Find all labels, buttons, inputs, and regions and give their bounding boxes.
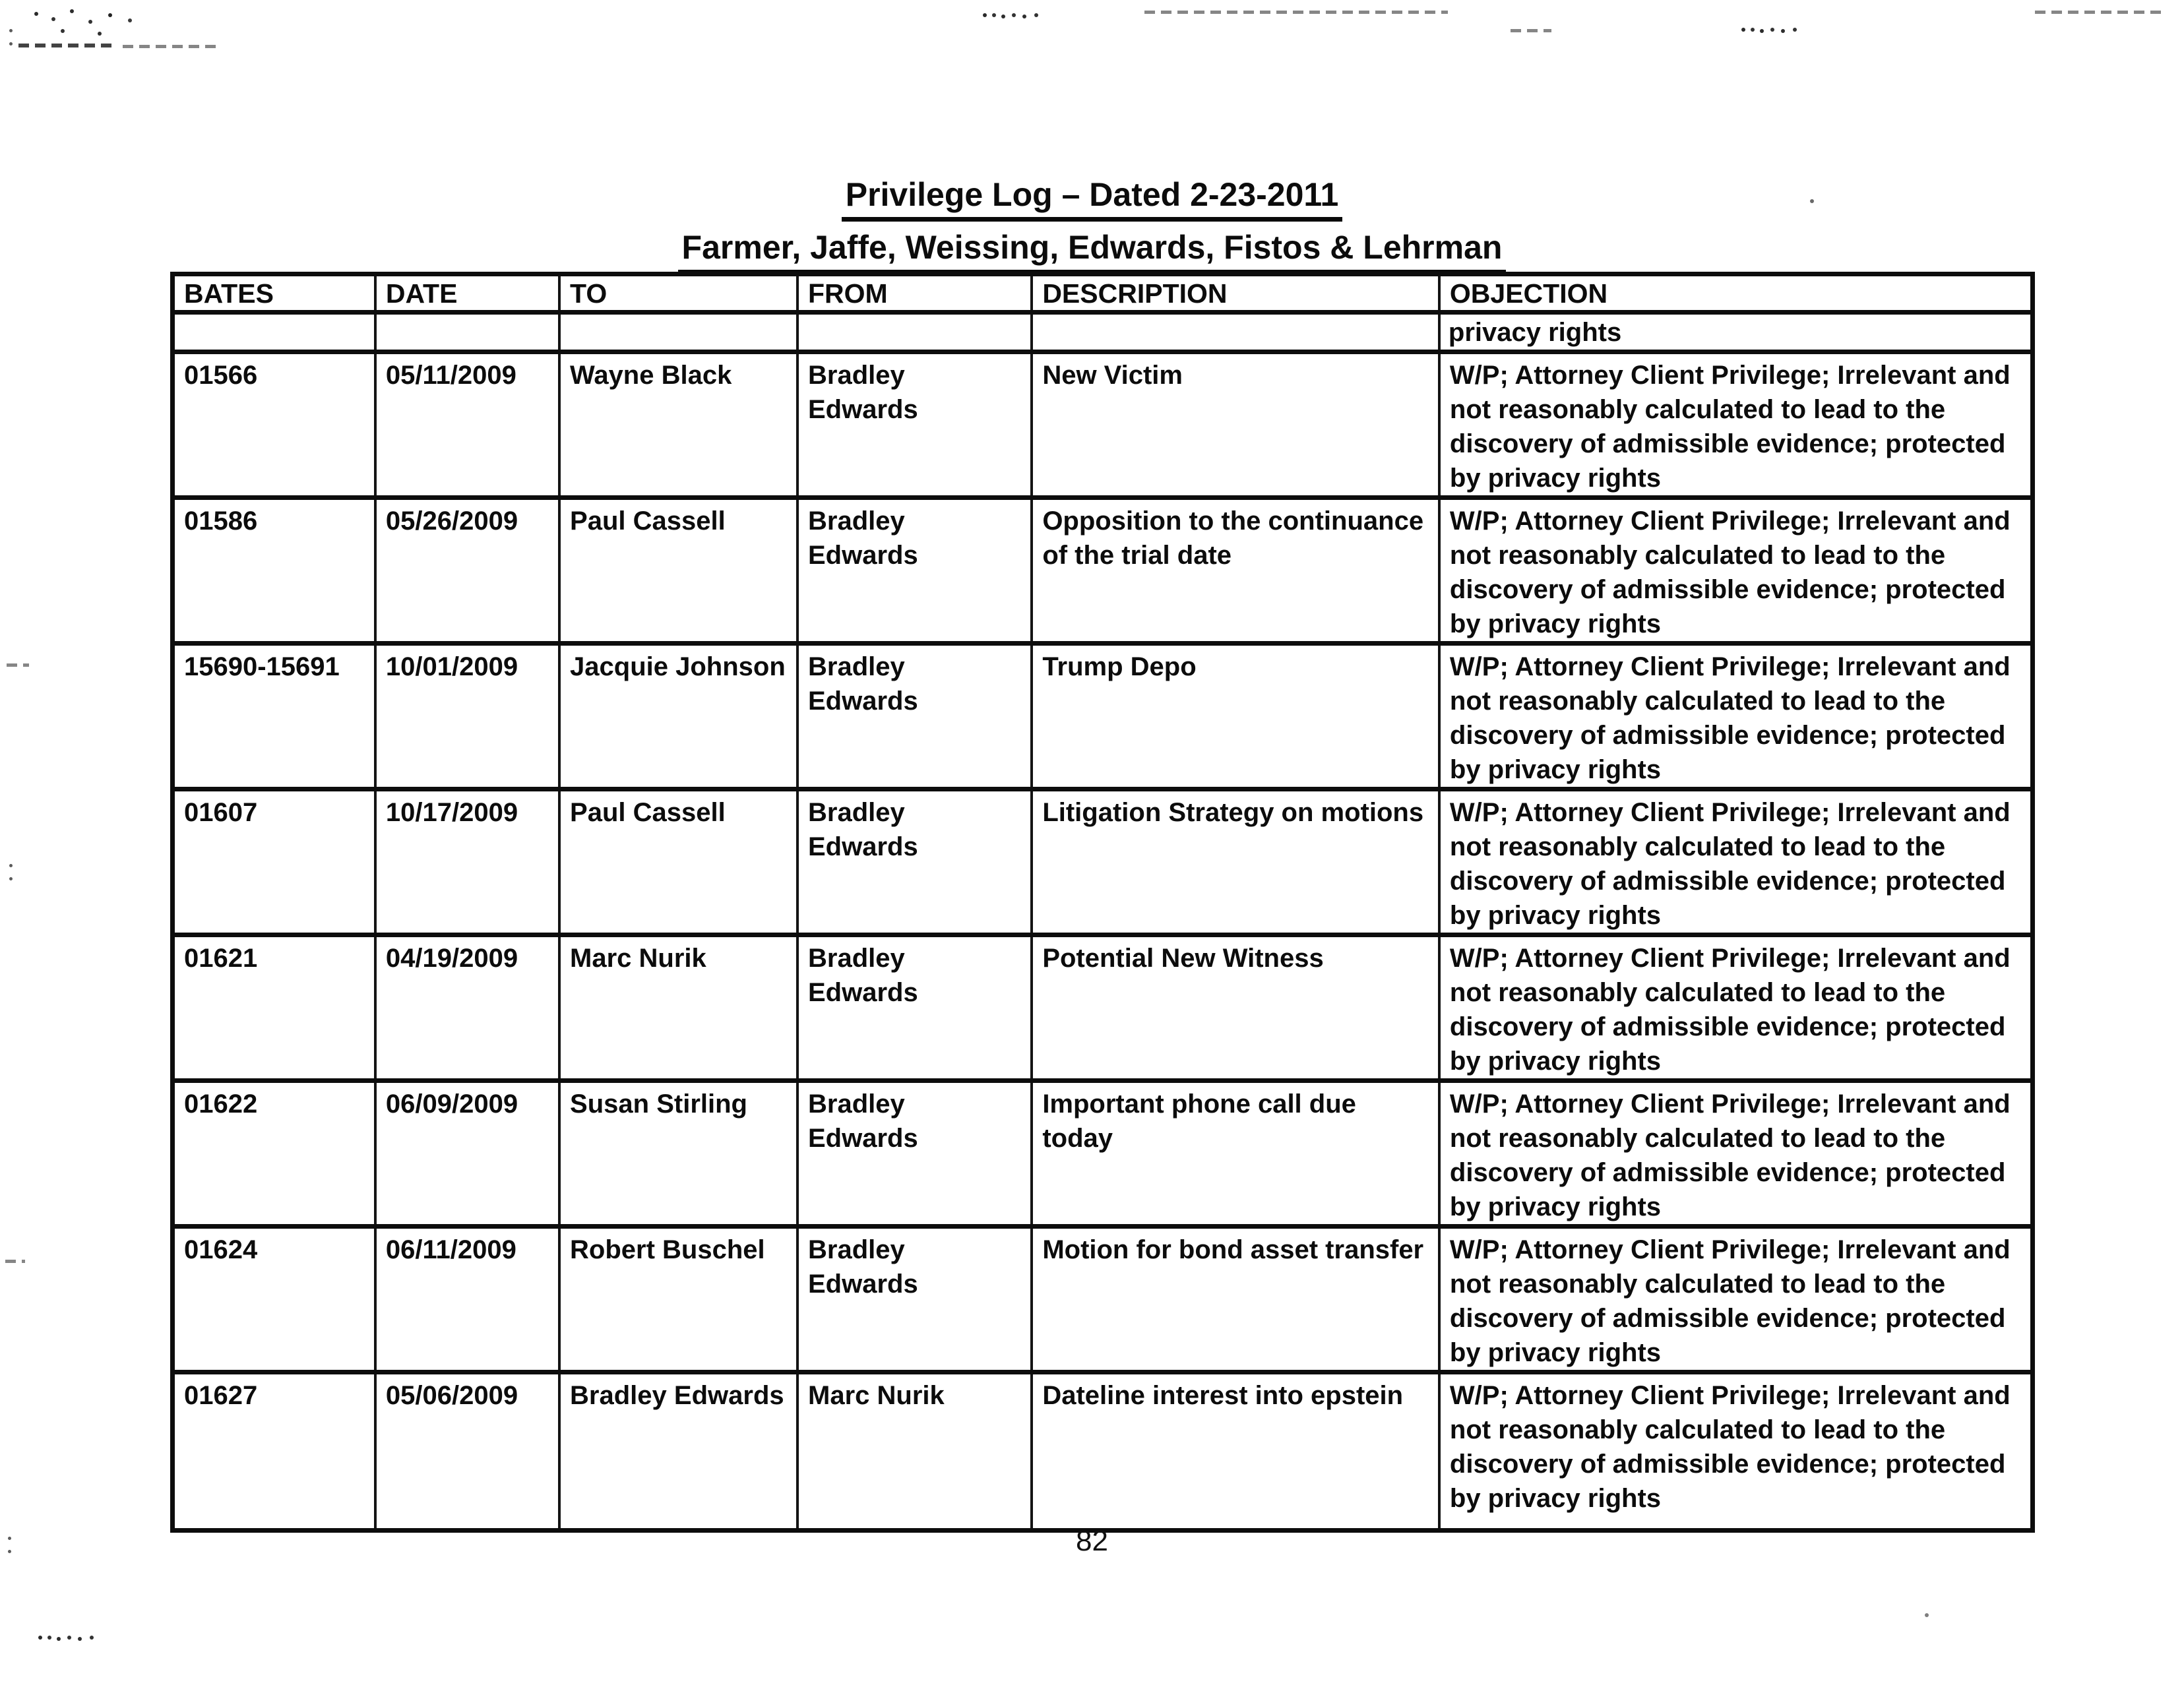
from-cell: Bradley Edwards (797, 1081, 1032, 1227)
from-cell: Bradley Edwards (797, 644, 1032, 789)
from-cell: Bradley Edwards (797, 935, 1032, 1081)
empty-cell (797, 313, 1032, 352)
from-cell: Bradley Edwards (797, 1227, 1032, 1372)
col-header-description (1032, 274, 1439, 313)
col-header-bates-label: BATES (184, 278, 274, 313)
scan-artifact (123, 45, 222, 48)
objection-cell: W/P; Attorney Client Privilege; Irrelevant and not reasonably calculated to lead to the discovery of admissible evidence; protected by privacy rights (1439, 789, 2033, 935)
table-row-carryover (173, 313, 2033, 352)
scan-artifact (1741, 28, 1745, 32)
document-subtitle: Farmer, Jaffe, Weissing, Edwards, Fistos & Lehrman (678, 229, 1507, 274)
bates-cell: 01607 (173, 789, 375, 935)
description-cell: Motion for bond asset transfer (1032, 1227, 1439, 1372)
scan-artifact (38, 1636, 42, 1640)
col-header-objection-label: OBJECTION (1450, 278, 1607, 313)
to-cell: Susan Stirling (559, 1081, 797, 1227)
table-row (173, 352, 2033, 498)
table-header-row (173, 274, 2033, 313)
objection-cell: W/P; Attorney Client Privilege; Irrelevant and not reasonably calculated to lead to the discovery of admissible evidence; protected by privacy rights (1439, 644, 2033, 789)
to-cell: Wayne Black (559, 352, 797, 498)
scan-artifact (18, 44, 112, 47)
col-header-description-label: DESCRIPTION (1042, 278, 1227, 313)
document-subtitle-line (0, 230, 2184, 265)
objection-cell: W/P; Attorney Client Privilege; Irrelevant and not reasonably calculated to lead to the discovery of admissible evidence; protected by privacy rights (1439, 498, 2033, 644)
scan-artifact (7, 663, 29, 667)
col-header-from-label: FROM (808, 278, 888, 313)
description-cell: Litigation Strategy on motions (1032, 789, 1439, 935)
date-cell: 05/06/2009 (375, 1372, 559, 1531)
table-row (173, 1081, 2033, 1227)
table-row (173, 644, 2033, 789)
to-cell: Marc Nurik (559, 935, 797, 1081)
description-cell: Potential New Witness (1032, 935, 1439, 1081)
col-header-bates (173, 274, 375, 313)
from-cell: Bradley Edwards (797, 789, 1032, 935)
to-cell: Jacquie Johnson (559, 644, 797, 789)
from-cell: Bradley Edwards (797, 352, 1032, 498)
page-number: 82 (1076, 1525, 1108, 1557)
col-header-to (559, 274, 797, 313)
date-cell: 06/11/2009 (375, 1227, 559, 1372)
document-title-line (0, 177, 2184, 212)
col-header-to-label: TO (570, 278, 607, 313)
date-cell: 10/01/2009 (375, 644, 559, 789)
date-cell: 05/26/2009 (375, 498, 559, 644)
scan-artifact (983, 13, 987, 17)
bates-cell: 15690-15691 (173, 644, 375, 789)
empty-cell (1032, 313, 1439, 352)
to-cell: Robert Buschel (559, 1227, 797, 1372)
bates-cell: 01586 (173, 498, 375, 644)
scan-artifact (34, 12, 38, 16)
table-row (173, 935, 2033, 1081)
title-block (0, 177, 2184, 282)
table-row (173, 789, 2033, 935)
bates-cell: 01566 (173, 352, 375, 498)
scan-artifact (9, 29, 13, 32)
to-cell: Bradley Edwards (559, 1372, 797, 1531)
col-header-objection (1439, 274, 2033, 313)
bates-cell: 01624 (173, 1227, 375, 1372)
empty-cell (375, 313, 559, 352)
objection-cell: W/P; Attorney Client Privilege; Irrelevant and not reasonably calculated to lead to the discovery of admissible evidence; protected by privacy rights (1439, 352, 2033, 498)
col-header-from (797, 274, 1032, 313)
scan-artifact (9, 864, 13, 867)
empty-cell (173, 313, 375, 352)
description-cell: New Victim (1032, 352, 1439, 498)
to-cell: Paul Cassell (559, 498, 797, 644)
col-header-date-label: DATE (386, 278, 458, 313)
table-row (173, 1227, 2033, 1372)
objection-cell: W/P; Attorney Client Privilege; Irrelevant and not reasonably calculated to lead to the discovery of admissible evidence; protected by privacy rights (1439, 1372, 2033, 1531)
scan-artifact (1144, 11, 1448, 14)
date-cell: 04/19/2009 (375, 935, 559, 1081)
date-cell: 10/17/2009 (375, 789, 559, 935)
objection-cell: W/P; Attorney Client Privilege; Irrelevant and not reasonably calculated to lead to the discovery of admissible evidence; protected by privacy rights (1439, 1227, 2033, 1372)
scan-artifact (2035, 11, 2167, 14)
description-cell: Opposition to the continuance of the trial date (1032, 498, 1439, 644)
empty-cell (559, 313, 797, 352)
description-cell: Dateline interest into epstein (1032, 1372, 1439, 1531)
bates-cell: 01627 (173, 1372, 375, 1531)
description-cell: Trump Depo (1032, 644, 1439, 789)
date-cell: 05/11/2009 (375, 352, 559, 498)
privilege-log-table (170, 272, 2035, 1533)
description-cell: Important phone call due today (1032, 1081, 1439, 1227)
to-cell: Paul Cassell (559, 789, 797, 935)
objection-cell: privacy rights (1439, 313, 2033, 352)
bates-cell: 01622 (173, 1081, 375, 1227)
objection-cell: W/P; Attorney Client Privilege; Irrelevant and not reasonably calculated to lead to the discovery of admissible evidence; protected by privacy rights (1439, 935, 2033, 1081)
table-row (173, 498, 2033, 644)
scan-artifact (1511, 29, 1551, 32)
col-header-date (375, 274, 559, 313)
from-cell: Bradley Edwards (797, 498, 1032, 644)
table-row (173, 1372, 2033, 1531)
scan-artifact (5, 1260, 25, 1263)
scan-artifact (1925, 1613, 1929, 1617)
document-title: Privilege Log – Dated 2-23-2011 (842, 176, 1343, 222)
date-cell: 06/09/2009 (375, 1081, 559, 1227)
objection-cell: W/P; Attorney Client Privilege; Irrelevant and not reasonably calculated to lead to the discovery of admissible evidence; protected by privacy rights (1439, 1081, 2033, 1227)
from-cell: Marc Nurik (797, 1372, 1032, 1531)
bates-cell: 01621 (173, 935, 375, 1081)
